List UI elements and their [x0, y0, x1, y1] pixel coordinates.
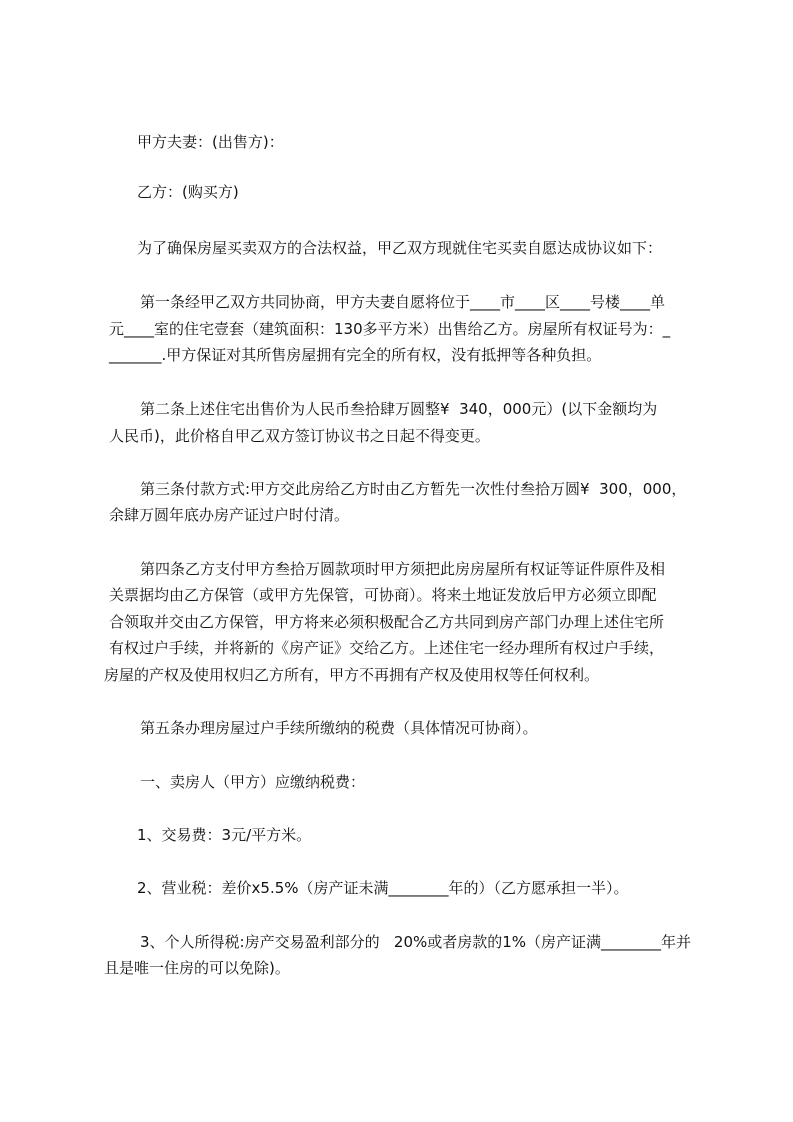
article-4-line-5: 房屋的产权及使用权归乙方所有，甲方不再拥有产权及使用权等任何权利。 — [104, 666, 600, 684]
article-3-line-2: 余肆万圆年底办房产证过户时付清。 — [109, 506, 350, 524]
tax-item-1: 1、交易费：3元/平方米。 — [137, 826, 312, 844]
seller-tax-heading: 一、卖房人（甲方）应缴纳税费： — [140, 773, 366, 791]
article-5-heading: 第五条办理房屋过户手续所缴纳的税费（具体情况可协商）。 — [140, 719, 538, 737]
article-1-line-3: _______.甲方保证对其所售房屋拥有完全的所有权，没有抵押等各种负担。 — [109, 346, 602, 364]
preamble-line: 为了确保房屋买卖双方的合法权益，甲乙双方现就住宅买卖自愿达成协议如下： — [137, 239, 663, 257]
article-4-line-1: 第四条乙方支付甲方叁拾万圆款项时甲方须把此房房屋所有权证等证件原件及相 — [140, 560, 666, 578]
article-4-line-4: 有权过户手续，并将新的《房产证》交给乙方。上述住宅一经办理所有权过户手续， — [109, 639, 665, 657]
article-2-line-1: 第二条上述住宅出售价为人民币叁拾肆万圆整¥ 340，000元）(以下金额均为 — [140, 400, 658, 418]
tax-item-3-line-2: 且是唯一住房的可以免除)。 — [104, 959, 290, 977]
article-3-line-1: 第三条付款方式:甲方交此房给乙方时由乙方暂先一次性付叁拾万圆¥ 300，000， — [140, 480, 687, 498]
article-2-line-2: 人民币)，此价格自甲乙双方签订协议书之日起不得变更。 — [109, 427, 490, 445]
tax-item-2: 2、营业税：差价x5.5%（房产证未满________年的）（乙方愿承担一半）。 — [137, 879, 629, 897]
buyer-line: 乙方：(购买方) — [137, 183, 239, 201]
article-4-line-2: 关票据均由乙方保管（或甲方先保管，可协商）。将来土地证发放后甲方必须立即配 — [109, 586, 657, 604]
article-1-line-1: 第一条经甲乙双方共同协商，甲方夫妻自愿将位于____市____区____号楼____单 — [140, 293, 666, 311]
tax-item-3-line-1: 3、个人所得税:房产交易盈利部分的 20%或者房款的1%（房产证满________年并 — [140, 933, 692, 951]
article-1-line-2: 元____室的住宅壹套（建筑面积：130多平方米）出售给乙方。房屋所有权证号为：_ — [109, 320, 671, 338]
seller-line: 甲方夫妻：(出售方)： — [137, 133, 284, 151]
article-4-line-3: 合领取并交由乙方保管，甲方将来必须积极配合乙方共同到房产部门办理上述住宅所 — [109, 613, 665, 631]
